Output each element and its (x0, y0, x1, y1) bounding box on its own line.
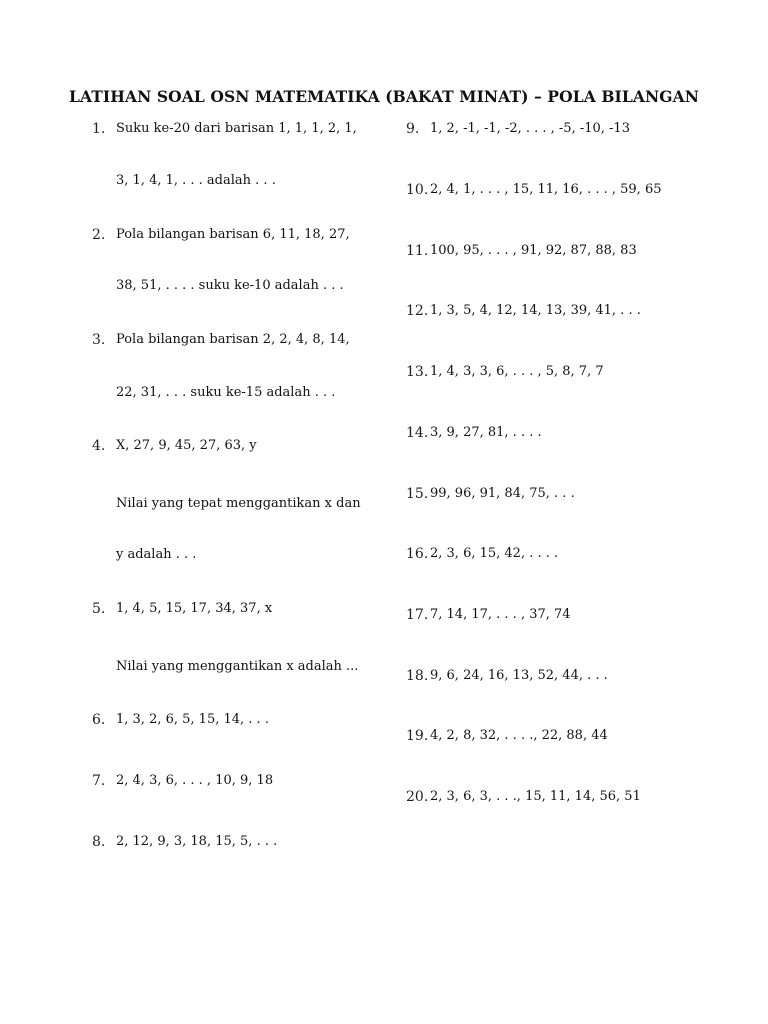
question-number: 3. (92, 332, 106, 348)
question-number: 11. (406, 243, 429, 259)
question-text: 100, 95, . . . , 91, 92, 87, 88, 83 (430, 243, 637, 258)
question-number: 10. (406, 182, 429, 198)
question-number: 7. (92, 773, 106, 789)
question-number: 15. (406, 486, 429, 502)
question-number: 13. (406, 364, 429, 380)
question-1-continuation: 3, 1, 4, 1, . . . adalah . . . (116, 173, 276, 188)
question-4-continuation: Nilai yang tepat menggantikan x dan (116, 496, 361, 511)
question-number: 4. (92, 438, 106, 454)
question-number: 2. (92, 227, 106, 243)
question-number: 19. (406, 728, 429, 744)
question-text: X, 27, 9, 45, 27, 63, y (116, 438, 257, 453)
question-text: 7, 14, 17, . . . , 37, 74 (430, 607, 571, 622)
question-2-continuation: 38, 51, . . . . suku ke-10 adalah . . . (116, 278, 344, 293)
question-number: 9. (406, 121, 420, 137)
question-text: 1, 4, 5, 15, 17, 34, 37, x (116, 601, 273, 616)
question-text: 1, 3, 2, 6, 5, 15, 14, . . . (116, 712, 269, 727)
question-number: 8. (92, 834, 106, 850)
page-title: LATIHAN SOAL OSN MATEMATIKA (BAKAT MINAT) – POLA BILANGAN (68, 87, 700, 106)
question-text: 4, 2, 8, 32, . . . ., 22, 88, 44 (430, 728, 608, 743)
question-text: 1, 4, 3, 3, 6, . . . , 5, 8, 7, 7 (430, 364, 604, 379)
question-text: 3, 9, 27, 81, . . . . (430, 425, 542, 440)
question-text: 2, 4, 1, . . . , 15, 11, 16, . . . , 59, 65 (430, 182, 662, 197)
question-number: 5. (92, 601, 106, 617)
question-number: 18. (406, 668, 429, 684)
question-number: 1. (92, 121, 106, 137)
question-text: 1, 3, 5, 4, 12, 14, 13, 39, 41, . . . (430, 303, 641, 318)
question-text: Pola bilangan barisan 6, 11, 18, 27, (116, 227, 350, 242)
question-number: 6. (92, 712, 106, 728)
question-text: Pola bilangan barisan 2, 2, 4, 8, 14, (116, 332, 350, 347)
question-3-continuation: 22, 31, . . . suku ke-15 adalah . . . (116, 385, 336, 400)
question-5-continuation: Nilai yang menggantikan x adalah ... (116, 659, 359, 674)
question-text: 2, 3, 6, 15, 42, . . . . (430, 546, 559, 561)
question-text: 2, 3, 6, 3, . . ., 15, 11, 14, 56, 51 (430, 789, 641, 804)
question-text: Suku ke-20 dari barisan 1, 1, 1, 2, 1, (116, 121, 357, 136)
question-text: 2, 12, 9, 3, 18, 15, 5, . . . (116, 834, 278, 849)
question-4-continuation-2: y adalah . . . (116, 547, 197, 562)
question-number: 14. (406, 425, 429, 441)
question-number: 12. (406, 303, 429, 319)
question-text: 2, 4, 3, 6, . . . , 10, 9, 18 (116, 773, 274, 788)
question-text: 9, 6, 24, 16, 13, 52, 44, . . . (430, 668, 608, 683)
question-text: 1, 2, -1, -1, -2, . . . , -5, -10, -13 (430, 121, 630, 136)
question-number: 16. (406, 546, 429, 562)
question-number: 20. (406, 789, 429, 805)
question-number: 17. (406, 607, 429, 623)
question-text: 99, 96, 91, 84, 75, . . . (430, 486, 575, 501)
